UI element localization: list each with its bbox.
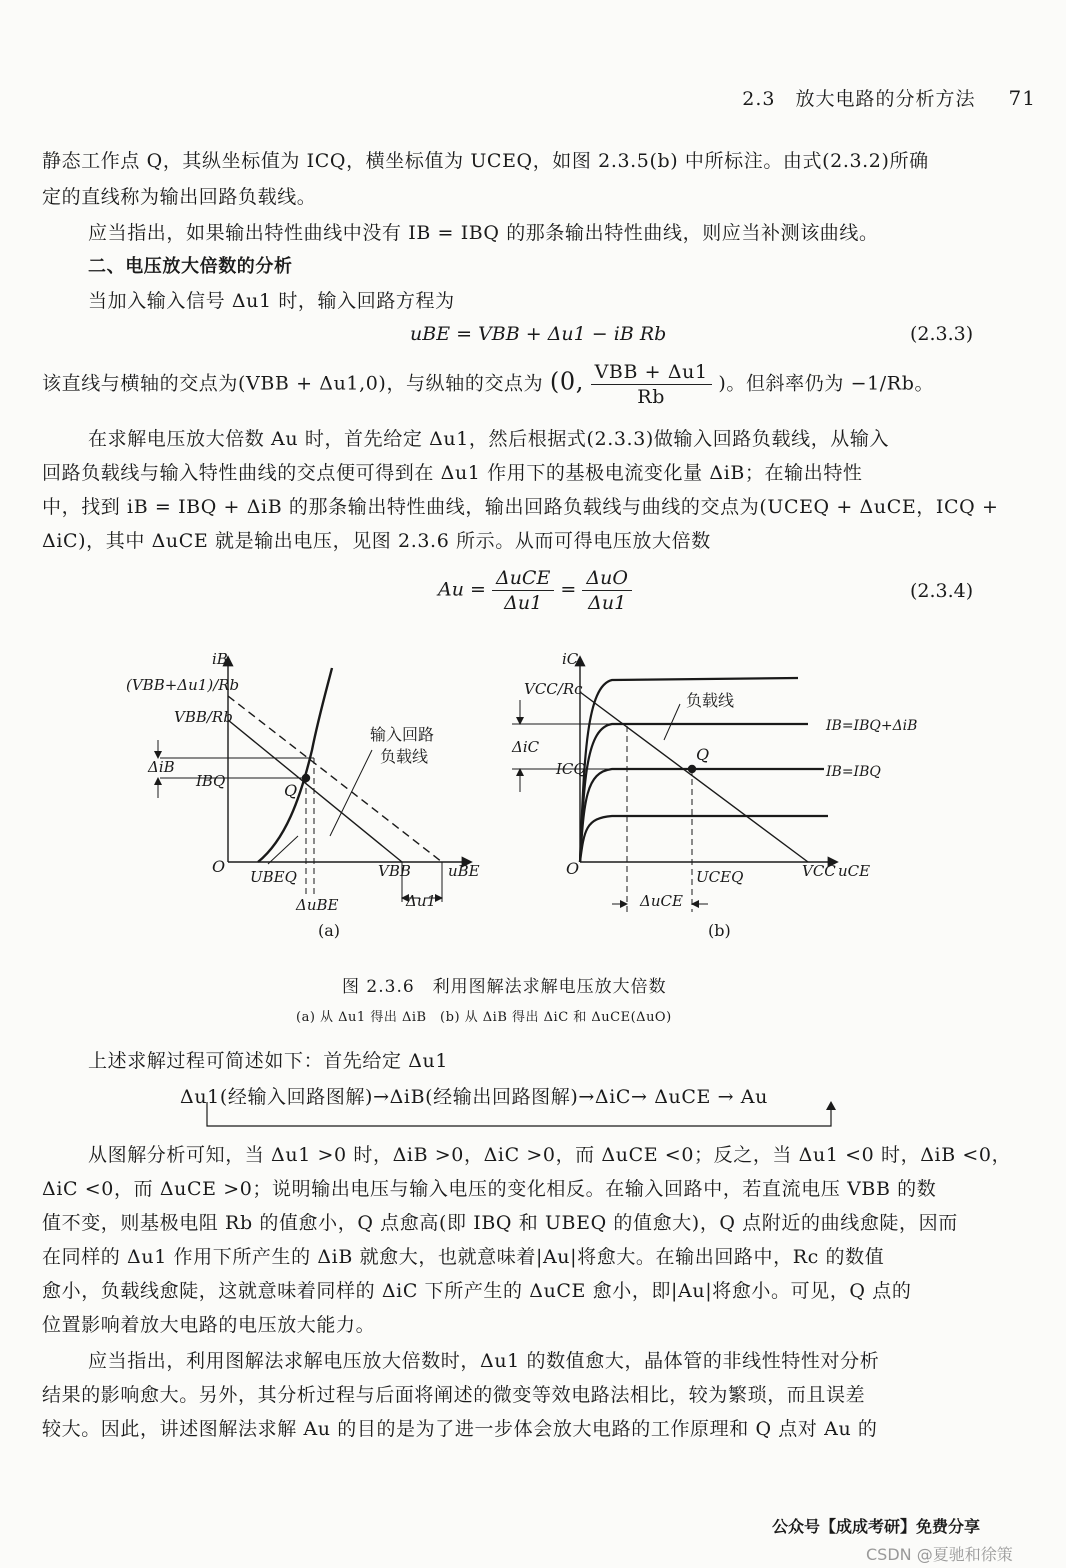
para-7-line-1: 从图解分析可知，当 Δu1 >0 时，ΔiB >0，ΔiC >0，而 ΔuCE <0；反之，当 Δu1 <0 时，ΔiB <0， — [88, 1144, 1012, 1166]
fig-a-load-label-1: 输入回路 — [370, 725, 435, 744]
fig-b-icq-label: ICQ — [556, 760, 586, 778]
para-7-line-4: 在同样的 Δu1 作用下所产生的 ΔiB 就愈大，也就意味着|Au|将愈大。在输出回路中，Rc 的数值 — [42, 1246, 885, 1268]
para-8-line-3: 较大。因此，讲述图解法求解 Au 的目的是为了进一步体会放大电路的工作原理和 Q 点对 Au 的 — [42, 1418, 878, 1440]
fig-a-load-pointer — [330, 750, 372, 836]
fig-b-curve-2 — [580, 724, 808, 862]
fig-b-sub: (b) — [708, 921, 731, 940]
fig-a-y-label: iB — [212, 650, 228, 668]
para-7-line-5: 愈小，负载线愈陡，这就意味着同样的 ΔiC 下所产生的 ΔuCE 愈小，即|Au|将愈小。可见，Q 点的 — [42, 1280, 912, 1302]
fig-a-sub: (a) — [318, 921, 341, 940]
fig-a-ubeq-pointer — [268, 836, 298, 864]
eq4-frac-2 — [582, 566, 632, 615]
fig-a-input-curve — [258, 668, 332, 862]
equation-2-3-4-number: (2.3.4) — [910, 580, 974, 602]
para-6: 上述求解过程可简述如下：首先给定 Δu1 — [88, 1050, 449, 1072]
eq4-lhs: Au = — [438, 578, 486, 601]
fig-a-q-point — [303, 775, 310, 782]
para-2: 应当指出，如果输出特性曲线中没有 IB = IBQ 的那条输出特性曲线，则应当补测该曲线。 — [88, 222, 879, 244]
fig-b-dic-label: ΔiC — [512, 738, 540, 756]
para-5-line-1: 在求解电压放大倍数 Au 时，首先给定 Δu1，然后根据式(2.3.3)做输入回路负载线，从输入 — [88, 428, 890, 450]
para-5-line-2: 回路负载线与输入特性曲线的交点便可得到在 Δu1 作用下的基极电流变化量 ΔiB；在输出特性 — [42, 462, 863, 484]
fig-a-origin: O — [212, 857, 226, 876]
section-heading: 二、电压放大倍数的分析 — [88, 256, 293, 277]
para-7-line-3: 值不变，则基极电阻 Rb 的值愈小，Q 点愈高(即 IBQ 和 UBEQ 的值愈大)，Q 点附近的曲线愈陡，因而 — [42, 1212, 958, 1234]
fig-b-curve-4 — [580, 816, 828, 862]
fig-b-vcc-label: VCC — [802, 862, 836, 880]
para-8-line-1: 应当指出，利用图解法求解电压放大倍数时，Δu1 的数值愈大，晶体管的非线性特性对分析 — [88, 1350, 880, 1372]
fig-b-vccrc-label: VCC/Rc — [524, 680, 583, 698]
eq4-frac-2-num: ΔuO — [582, 566, 632, 591]
fig-b-curve1-label: IB=IBQ+ΔiB — [826, 718, 918, 734]
figure-subcaption: (a) 从 Δu1 得出 ΔiB (b) 从 ΔiB 得出 ΔiC 和 ΔuCE(ΔuO) — [296, 1010, 672, 1025]
para-4 — [42, 360, 934, 409]
flow-bracket — [195, 1100, 845, 1134]
fig-b-origin: O — [566, 859, 580, 878]
eq4-frac-1-den: Δu1 — [504, 592, 543, 614]
fig-b-load-line — [580, 692, 808, 862]
para-4-pre: 该直线与横轴的交点为(VBB + Δu1,0)，与纵轴的交点为 — [42, 372, 544, 395]
para-1-line-1: 静态工作点 Q，其纵坐标值为 ICQ，横坐标值为 UCEQ，如图 2.3.5(b) 中所标注。由式(2.3.2)所确 — [42, 150, 929, 172]
fig-b-duce-label: ΔuCE — [640, 892, 683, 910]
running-header — [742, 84, 1036, 111]
fig-b-y-label: iC — [562, 650, 579, 668]
header-section: 2.3 放大电路的分析方法 — [742, 88, 976, 110]
eq4-equals: = — [560, 578, 577, 601]
para-7-line-2: ΔiC <0，而 ΔuCE >0；说明输出电压与输入电压的变化相反。在输入回路中，若直流电压 VBB 的数 — [42, 1178, 937, 1200]
footer-watermark: CSDN @夏驰和徐策 — [866, 1545, 1013, 1564]
para-4-open: (0, — [549, 367, 584, 396]
fig-a-load-line-shifted — [228, 696, 442, 862]
equation-2-3-3: uBE = VBB + Δu1 − iB Rb — [410, 323, 667, 345]
fig-b-x-label: uCE — [838, 862, 871, 880]
para-1-line-2: 定的直线称为输出回路负载线。 — [42, 186, 317, 208]
footer-share: 公众号【成成考研】免费分享 — [772, 1517, 981, 1536]
para-3: 当加入输入信号 Δu1 时，输入回路方程为 — [88, 290, 455, 312]
fig-a-dube-label: ΔuBE — [296, 896, 339, 914]
para-7-line-6: 位置影响着放大电路的电压放大能力。 — [42, 1314, 376, 1336]
fig-a-ubeq-label: UBEQ — [250, 868, 297, 886]
para-5-line-4: ΔiC)，其中 ΔuCE 就是输出电压，见图 2.3.6 所示。从而可得电压放大倍数 — [42, 530, 711, 552]
fig-b-load-pointer — [664, 704, 680, 740]
fig-b-uceq-label: UCEQ — [696, 868, 744, 886]
fig-b-load-label: 负载线 — [686, 691, 735, 710]
fig-a-dib-label: ΔiB — [148, 758, 175, 776]
para-4-fraction-den: Rb — [637, 386, 665, 408]
fig-a-load-label-2: 负载线 — [380, 747, 429, 766]
para-4-post: )。但斜率仍为 −1/Rb。 — [718, 372, 935, 395]
page-number: 71 — [1008, 86, 1036, 110]
fig-a-du1-label: Δu1 — [406, 892, 437, 910]
eq4-frac-2-den: Δu1 — [588, 592, 627, 614]
fig-a-top-label: (VBB+Δu1)/Rb — [126, 676, 240, 694]
eq4-frac-1-num: ΔuCE — [492, 566, 554, 591]
fig-a-q-label: Q — [284, 781, 298, 800]
equation-2-3-4 — [438, 566, 632, 615]
fig-b-q-label: Q — [696, 745, 710, 764]
fig-b-q-point — [689, 766, 696, 773]
eq4-frac-1 — [492, 566, 554, 615]
fig-a-x-label: uBE — [448, 862, 480, 880]
para-4-fraction — [591, 360, 712, 409]
figure-2-3-6 — [0, 640, 1066, 940]
fig-b-curve2-label: IB=IBQ — [826, 764, 881, 780]
fig-a-vbbrb-label: VBB/Rb — [174, 708, 233, 726]
para-5-line-3: 中，找到 iB = IBQ + ΔiB 的那条输出特性曲线，输出回路负载线与曲线的交点为(UCEQ + ΔuCE，ICQ + — [42, 496, 999, 518]
fig-a-vbb-label: VBB — [378, 862, 411, 880]
figure-caption: 图 2.3.6 利用图解法求解电压放大倍数 — [342, 977, 667, 997]
equation-2-3-3-number: (2.3.3) — [910, 323, 974, 345]
para-8-line-2: 结果的影响愈大。另外，其分析过程与后面将阐述的微变等效电路法相比，较为繁琐，而且误差 — [42, 1384, 866, 1406]
fig-a-ibq-label: IBQ — [196, 772, 226, 790]
para-4-fraction-num: VBB + Δu1 — [591, 360, 712, 385]
flow-chain: Δu1(经输入回路图解)→ΔiB(经输出回路图解)→ΔiC→ ΔuCE → Au — [180, 1086, 768, 1108]
